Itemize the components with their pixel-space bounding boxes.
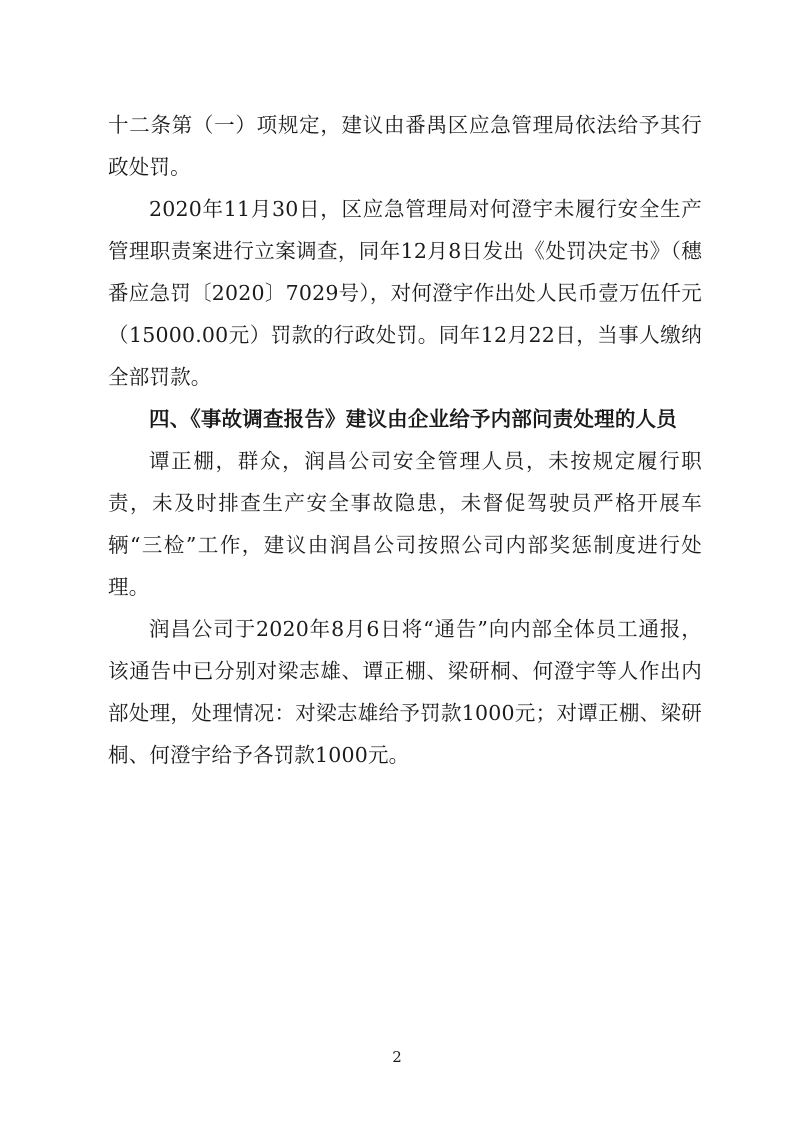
- paragraph-internal-notice: 润昌公司于2020年8月6日将“通告”向内部全体员工通报，该通告中已分别对梁志雄、谭正棚、梁研桐、何澄宇等人作出内部处理，处理情况：对梁志雄给予罚款1000元；对谭正棚、梁研桐、何澄宇给予各罚款1000元。: [108, 617, 702, 767]
- paragraph-tan-zhengpeng: 谭正棚，群众，润昌公司安全管理人员，未按规定履行职责，未及时排查生产安全事故隐患，未督促驾驶员严格开展车辆“三检”工作，建议由润昌公司按照公司内部奖惩制度进行处理。: [108, 449, 702, 599]
- section-heading-four: 四、《事故调查报告》建议由企业给予内部问责处理的人员: [149, 407, 677, 431]
- paragraph-penalty-decision: 2020年11月30日，区应急管理局对何澄宇未履行安全生产管理职责案进行立案调查，同年12月8日发出《处罚决定书》（穗番应急罚〔2020〕7029号），对何澄宇作出处人民币壹万伍仟元（15000.00元）罚款的行政处罚。同年12月22日，当事人缴纳全部罚款。: [108, 197, 702, 389]
- document-body: [108, 104, 702, 776]
- paragraph-continuation: 十二条第（一）项规定，建议由番禺区应急管理局依法给予其行政处罚。: [108, 113, 702, 179]
- page-number: 2: [392, 1048, 402, 1066]
